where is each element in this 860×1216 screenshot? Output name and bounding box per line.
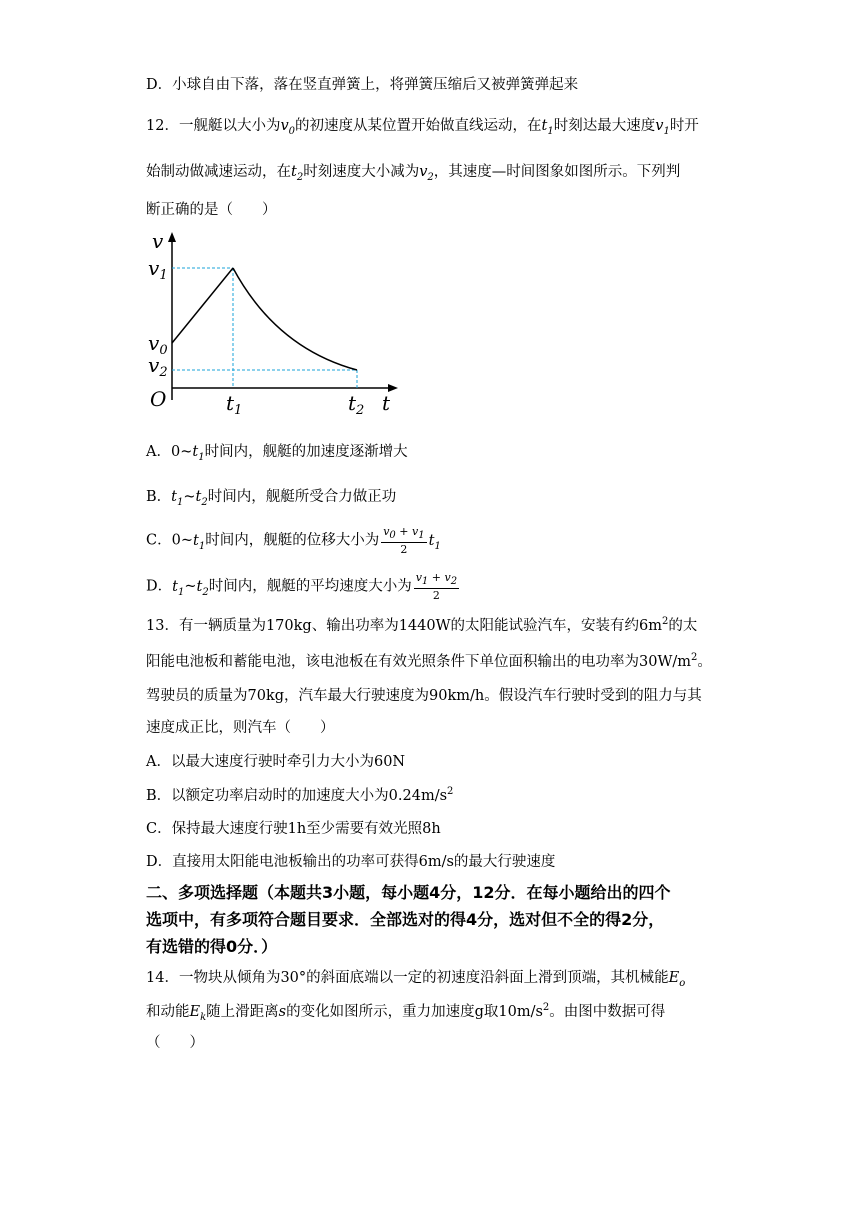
range-start: 0 <box>170 444 181 460</box>
option-prefix: B． <box>146 489 172 505</box>
v2-label: $v_2$ <box>148 353 168 380</box>
v2-symbol: $v_2$ <box>419 164 434 183</box>
section2-heading-line-2: 选项中，有多项符合题目要求．全部选对的得4分，选对但不全的得2分， <box>146 910 665 929</box>
t2-symbol: $t_2$ <box>291 164 304 183</box>
superscript: 2 <box>542 1002 550 1014</box>
symbol-base: E <box>189 1004 201 1020</box>
symbol-sub: o <box>679 977 686 989</box>
option-text: 时间内，舰艇的平均速度大小为 <box>208 578 412 595</box>
option-text: 时间内，舰艇的位移大小为 <box>205 532 380 549</box>
section2-heading-line-3: 有选错的得0分．） <box>146 937 278 956</box>
q12-option-a <box>146 440 408 463</box>
range-tilde: ~ <box>184 578 197 595</box>
q12-stem-text: 时开 <box>669 118 699 134</box>
range-end: $t_1$ <box>193 532 206 552</box>
range-end: $t_1$ <box>192 444 205 463</box>
range-start: $t_1$ <box>171 489 184 508</box>
range-end: $t_2$ <box>195 489 208 508</box>
q14-stem-text: 。由图中数据可得 <box>549 1004 666 1020</box>
option-prefix: A． <box>146 444 171 460</box>
fraction <box>414 571 459 602</box>
x-axis-label: t <box>382 391 391 415</box>
v1-label: $v_1$ <box>148 256 168 283</box>
q14-stem-text: 随上滑距离 <box>206 1004 279 1020</box>
fraction-denominator: 2 <box>400 543 408 557</box>
t1-symbol: $t_1$ <box>541 118 554 137</box>
q14-stem-line-1 <box>146 966 685 989</box>
q14-stem-text: 和动能 <box>146 1004 190 1020</box>
fraction-denominator: 2 <box>432 589 440 603</box>
energy-symbol <box>668 970 686 989</box>
option-prefix: D． <box>146 578 173 595</box>
q12-stem-text: 的初速度从某位置开始做直线运动，在 <box>295 118 542 134</box>
q12-stem-text: 时刻速度大小减为 <box>303 164 420 180</box>
superscript: 2 <box>661 616 669 628</box>
q14-stem-text: 的变化如图所示，重力加速度g取10m/s <box>286 1004 543 1020</box>
q14-stem-line-2 <box>146 1000 665 1023</box>
y-axis-label: v <box>152 229 164 253</box>
t1-factor: $t_1$ <box>428 532 441 552</box>
v1-symbol: $v_1$ <box>655 118 670 137</box>
q13-stem-line-3: 驾驶员的质量为70kg，汽车最大行驶速度为90km/h。假设汽车行驶时受到的阻力与其 <box>146 688 702 704</box>
q12-option-b <box>146 485 396 508</box>
q12-stem-line-3: 断正确的是（ ） <box>146 202 277 218</box>
q12-stem-text: 时刻达最大速度 <box>553 118 656 134</box>
range-end: $t_2$ <box>196 578 209 598</box>
velocity-time-graph <box>146 228 406 416</box>
q12-stem-text: ，其速度—时间图象如图所示。下列判 <box>433 164 681 180</box>
q12-stem-line-2 <box>146 160 680 183</box>
v0-symbol: $v_0$ <box>280 118 296 137</box>
q13-stem-text: 13．有一辆质量为170kg、输出功率为1440W的太阳能试验汽车，安装有约6m <box>146 618 662 634</box>
q14-stem-line-3: （ ） <box>146 1035 204 1051</box>
q12-option-d <box>146 571 461 602</box>
section2-heading-line-1: 二、多项选择题（本题共3小题，每小题4分，12分．在每小题给出的四个 <box>146 883 671 902</box>
symbol-sub: k <box>200 1011 207 1023</box>
q12-stem-text: 12．一舰艇以大小为 <box>146 118 281 134</box>
q13-stem-text: 的太 <box>668 618 698 634</box>
q11-option-d: D．小球自由下落，落在竖直弹簧上，将弹簧压缩后又被弹簧弹起来 <box>146 77 579 93</box>
range-start: $t_1$ <box>172 578 185 598</box>
q12-option-c <box>146 525 441 556</box>
q13-option-d: D．直接用太阳能电池板输出的功率可获得6m/s的最大行驶速度 <box>146 854 556 870</box>
t1-label: $t_1$ <box>226 391 243 416</box>
q13-option-b <box>146 784 453 805</box>
option-text: B．以额定功率启动时的加速度大小为0.24m/s <box>146 788 448 804</box>
symbol-base: E <box>668 970 680 986</box>
distance-symbol: s <box>278 1004 287 1020</box>
t2-label: $t_2$ <box>348 391 365 416</box>
kinetic-energy-symbol <box>189 1004 207 1023</box>
q12-stem-line-1 <box>146 114 699 137</box>
accel-segment <box>172 268 233 343</box>
superscript: 2 <box>447 786 454 798</box>
q13-stem-line-4: 速度成正比，则汽车（ ） <box>146 720 335 736</box>
q13-option-a: A．以最大速度行驶时牵引力大小为60N <box>146 754 406 770</box>
q13-stem-text: 阳能电池板和蓄能电池，该电池板在有效光照条件下单位面积输出的电功率为30W/m <box>146 654 691 670</box>
fraction-numerator: $v_1 + v_2$ <box>415 571 458 588</box>
range-tilde: ~ <box>180 532 193 549</box>
q13-stem-line-1 <box>146 614 697 635</box>
y-axis-arrow-icon <box>168 232 176 242</box>
range-start: 0 <box>171 532 181 549</box>
q13-option-c: C．保持最大速度行驶1h至少需要有效光照8h <box>146 821 441 837</box>
fraction-numerator: $v_0 + v_1$ <box>383 525 425 542</box>
range-tilde: ~ <box>180 444 193 460</box>
superscript: 2 <box>691 652 698 664</box>
v0-label: $v_0$ <box>148 331 168 358</box>
option-prefix: C． <box>146 532 172 549</box>
option-text: 时间内，舰艇所受合力做正功 <box>207 489 397 505</box>
q14-stem-text: 14．一物块从倾角为30°的斜面底端以一定的初速度沿斜面上滑到顶端，其机械能 <box>146 970 669 986</box>
origin-label: O <box>150 387 167 411</box>
q12-stem-text: 始制动做减速运动，在 <box>146 164 291 180</box>
q13-stem-line-2 <box>146 650 712 671</box>
option-text: 时间内，舰艇的加速度逐渐增大 <box>204 444 408 460</box>
range-tilde: ~ <box>183 489 196 505</box>
q13-stem-text: 。 <box>697 654 712 670</box>
decel-curve <box>233 268 357 370</box>
fraction <box>381 525 426 556</box>
